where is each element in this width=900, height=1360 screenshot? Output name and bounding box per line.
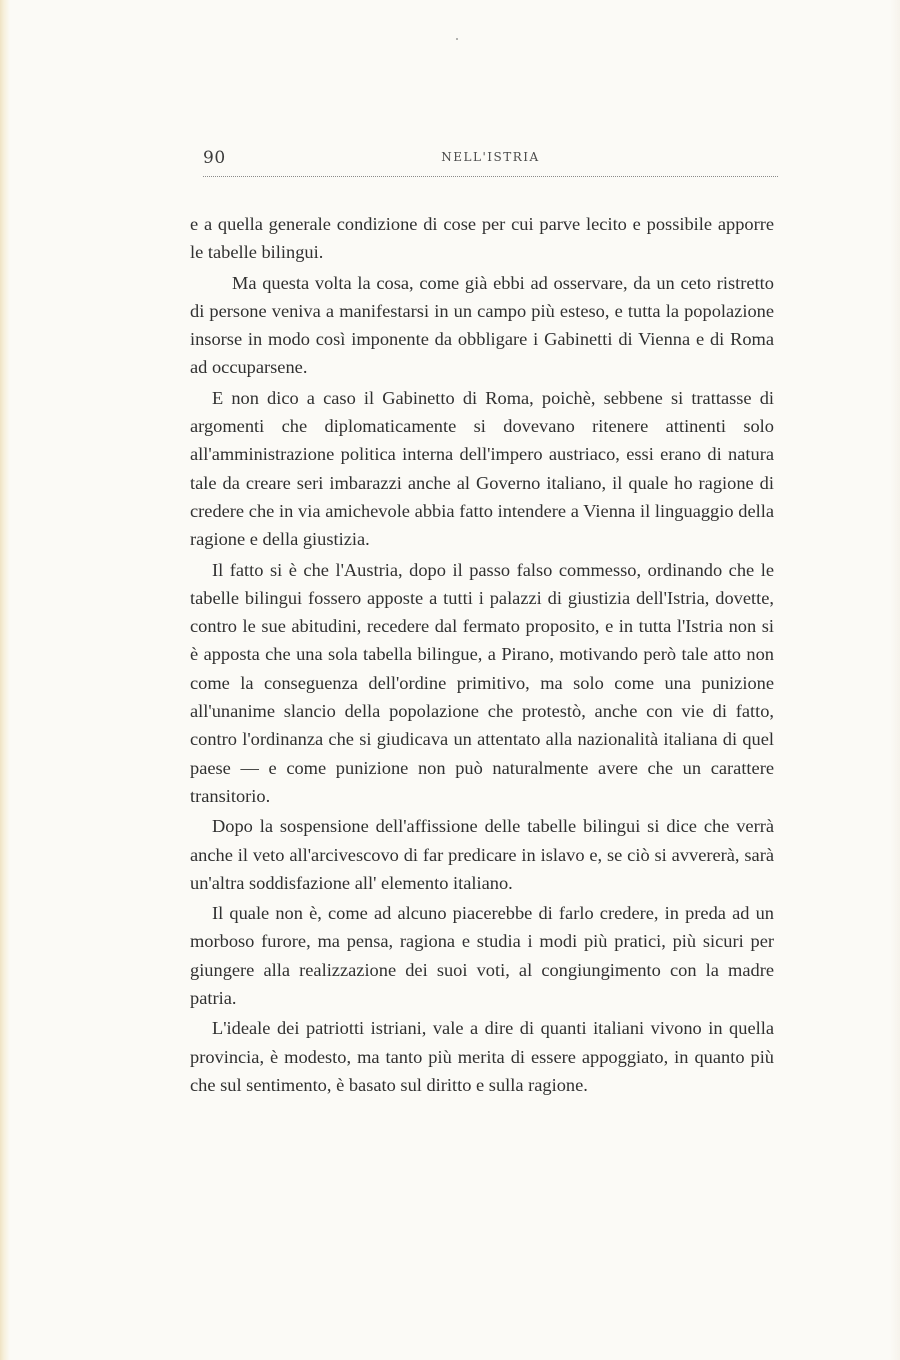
paragraph: Il quale non è, come ad alcuno piacerebbe di farlo credere, in preda ad un morboso furore, ma pensa, ragiona e studia i modi più pratici, più sicuri per giungere alla realizzazione dei suoi voti, al congiungimento con la madre patria. — [190, 903, 774, 1009]
header-rule — [203, 176, 778, 177]
paragraph: L'ideale dei patriotti istriani, vale a dire di quanti italiani vivono in quella provincia, è modesto, ma tanto più merita di essere appoggiato, in quanto più che sul sentimento, è basato sul diritto e sulla ragione. — [190, 1018, 774, 1095]
paragraph: Dopo la sospensione dell'affissione delle tabelle bilingui si dice che verrà anche il veto all'arcivescovo di far predicare in islavo e, se ciò si avvererà, sarà un'altra soddisfazione all' elemento italiano. — [190, 816, 774, 893]
page-number: 90 — [203, 148, 226, 168]
paragraph: Ma questa volta la cosa, come già ebbi ad osservare, da un ceto ristretto di persone veniva a manifestarsi in un campo più esteso, e tutta la popolazione insorse in modo così imponente da obbligare i Gabinetti di Vienna e di Roma ad occuparsene. — [190, 272, 774, 378]
paragraph: Il fatto si è che l'Austria, dopo il passo falso commesso, ordinando che le tabelle bilingui fossero apposte a tutti i palazzi di giustizia dell'Istria, dovette, contro le sue abitudini, recedere dal fermato proposito, e in tutta l'Istria non si è apposta che una sola tabella bilingue, a Pirano, motivando però tale atto non come la conseguenza dell'ordine primitivo, ma solo come una punizione all'unanime slancio della popolazione che protestò, anche con vie di fatto, contro l'ordinanza che si giudicava un attentato alla nazionalità italiana di quel paese — e come punizione non può naturalmente avere che un carattere transitorio. — [190, 559, 774, 806]
paragraph: e a quella generale condizione di cose per cui parve lecito e possibile apporre le tabelle bilingui. — [190, 214, 774, 263]
page-header — [203, 148, 778, 174]
paragraph: E non dico a caso il Gabinetto di Roma, poichè, sebbene si trattasse di argomenti che diplomaticamente si dovevano ritenere attinenti solo all'amministrazione politica interna dell'impero austriaco, essi erano di natura tale da creare seri imbarazzi anche al Governo italiano, il quale ho ragione di credere che in via amichevole abbia fatto intendere a Vienna il linguaggio della ragione e della giustizia. — [190, 387, 774, 550]
body-text — [190, 210, 774, 1101]
ink-speck — [456, 38, 458, 40]
running-head: NELL'ISTRIA — [441, 150, 540, 164]
